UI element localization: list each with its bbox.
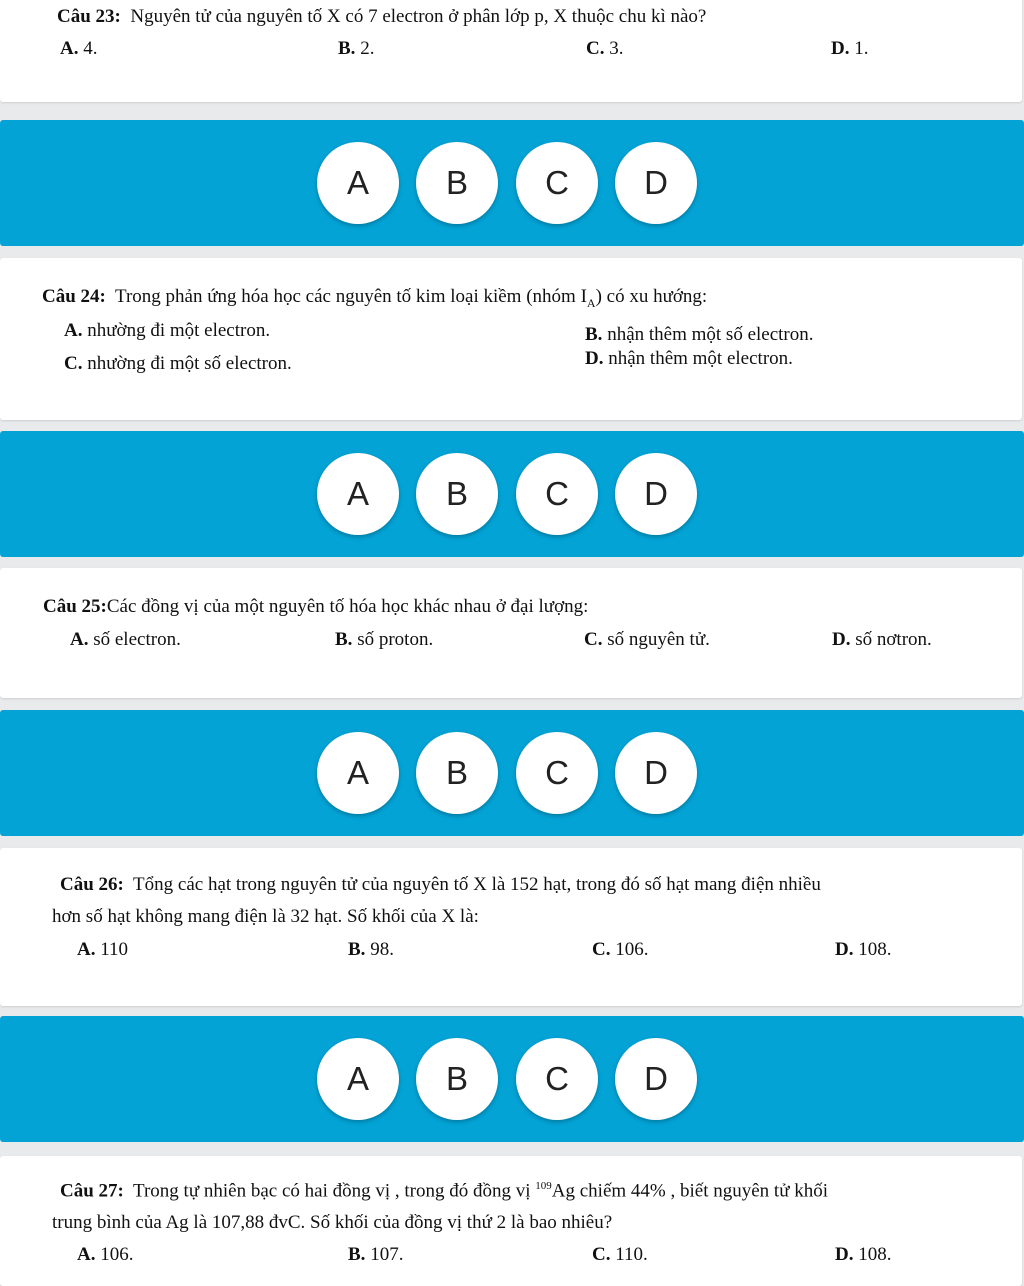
answer-bar-25: [0, 710, 1024, 836]
option-d: D. 108.: [835, 939, 892, 960]
answer-bar-23: [0, 120, 1024, 246]
question-card-25: [0, 568, 1022, 698]
option-d: D. 1.: [831, 38, 869, 59]
question-text-line2: trung bình của Ag là 107,88 đvC. Số khối của đồng vị thứ 2 là bao nhiêu?: [52, 1212, 613, 1233]
question-number: Câu 23:: [57, 6, 121, 27]
answer-button-b[interactable]: B: [416, 1038, 498, 1120]
option-b: B. 107.: [348, 1244, 404, 1265]
answer-button-d[interactable]: D: [615, 1038, 697, 1120]
answer-button-b[interactable]: B: [416, 453, 498, 535]
question-text: [57, 6, 706, 28]
option-a: A. 106.: [77, 1244, 134, 1265]
answer-button-d[interactable]: D: [615, 453, 697, 535]
option-d: D. số nơtron.: [832, 629, 932, 650]
question-text-line1: Câu 26: Tổng các hạt trong nguyên tử của nguyên tố X là 152 hạt, trong đó số hạt mang điện nhiều: [60, 874, 821, 895]
answer-button-d[interactable]: D: [615, 732, 697, 814]
answer-button-a[interactable]: A: [317, 453, 399, 535]
option-a: A. nhường đi một electron.: [64, 320, 271, 341]
option-b: B. nhận thêm một số electron.: [585, 324, 814, 345]
question-number: Câu 27:: [60, 1180, 124, 1202]
option-c: C. 3.: [586, 38, 624, 59]
option-c: C. 106.: [592, 939, 649, 960]
question-text-line2: hơn số hạt không mang điện là 32 hạt. Số khối của X là:: [52, 906, 479, 927]
question-number: Câu 26:: [60, 874, 124, 895]
option-c: C. 110.: [592, 1244, 648, 1265]
answer-button-a[interactable]: A: [317, 732, 399, 814]
option-a: A. số electron.: [70, 629, 181, 650]
answer-button-c[interactable]: C: [516, 142, 598, 224]
answer-button-c[interactable]: C: [516, 1038, 598, 1120]
question-number: Câu 25:: [43, 596, 107, 617]
question-card-24: [0, 258, 1022, 420]
option-d: D. nhận thêm một electron.: [585, 348, 793, 369]
answer-bar-24: [0, 431, 1024, 557]
answer-button-c[interactable]: C: [516, 732, 598, 814]
option-b: B. 98.: [348, 939, 394, 960]
question-card-26: [0, 848, 1022, 1006]
question-card-23: [0, 0, 1022, 102]
answer-button-c[interactable]: C: [516, 453, 598, 535]
answer-button-b[interactable]: B: [416, 142, 498, 224]
question-text: Câu 24: Trong phản ứng hóa học các nguyên tố kim loại kiềm (nhóm $I_A$) có xu hướng:: [42, 286, 708, 310]
option-b: B. 2.: [338, 38, 375, 59]
answer-button-b[interactable]: B: [416, 732, 498, 814]
option-a: A. 4.: [60, 38, 98, 59]
option-c: C. nhường đi một số electron.: [64, 353, 292, 374]
answer-button-a[interactable]: A: [317, 142, 399, 224]
answer-button-a[interactable]: A: [317, 1038, 399, 1120]
option-c: C. số nguyên tử.: [584, 629, 710, 650]
option-d: D. 108.: [835, 1244, 892, 1265]
question-text: Câu 25:Các đồng vị của một nguyên tố hóa học khác nhau ở đại lượng:: [43, 596, 589, 617]
question-body: Nguyên tử của nguyên tố X có 7 electron ở phân lớp p, X thuộc chu kì nào?: [130, 6, 707, 27]
question-card-27: [0, 1156, 1022, 1286]
question-text-line1: Câu 27: Trong tự nhiên bạc có hai đồng vị , trong đó đồng vị $^{109}$Ag chiếm 44% , biết nguyên tử khối: [60, 1180, 829, 1202]
answer-button-d[interactable]: D: [615, 142, 697, 224]
answer-bar-26: [0, 1016, 1024, 1142]
question-number: Câu 24:: [42, 286, 106, 307]
option-a: A. 110: [77, 939, 129, 960]
option-b: B. số proton.: [335, 629, 434, 650]
